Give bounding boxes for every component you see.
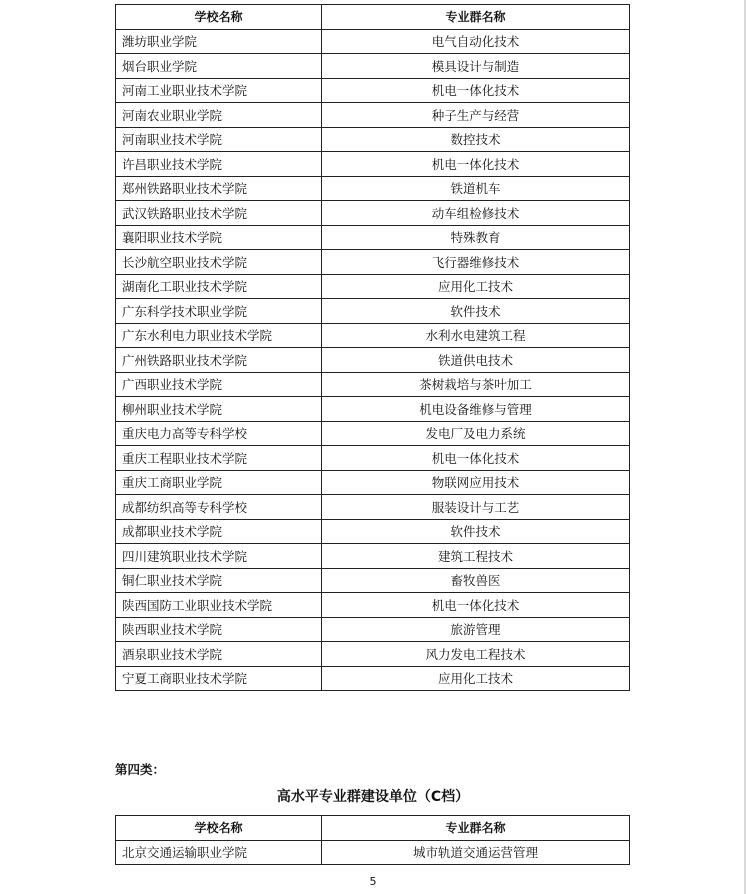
major-group-cell: 数控技术 xyxy=(322,127,630,152)
table-row xyxy=(116,840,630,865)
major-group-cell: 特殊教育 xyxy=(322,225,630,250)
major-group-cell: 建筑工程技术 xyxy=(322,544,630,569)
major-group-cell: 物联网应用技术 xyxy=(322,470,630,495)
major-group-cell: 机电一体化技术 xyxy=(322,78,630,103)
table-row xyxy=(116,274,630,299)
school-name-cell: 许昌职业技术学院 xyxy=(116,152,322,177)
header-major-group: 专业群名称 xyxy=(322,816,630,841)
table-row xyxy=(116,78,630,103)
table-row xyxy=(116,544,630,569)
table-row xyxy=(116,299,630,324)
table-row xyxy=(116,397,630,422)
school-name-cell: 柳州职业技术学院 xyxy=(116,397,322,422)
school-name-cell: 宁夏工商职业技术学院 xyxy=(116,666,322,691)
header-school-name: 学校名称 xyxy=(116,816,322,841)
school-name-cell: 重庆工商职业学院 xyxy=(116,470,322,495)
major-group-cell: 电气自动化技术 xyxy=(322,29,630,54)
school-name-cell: 重庆工程职业技术学院 xyxy=(116,446,322,471)
school-table-b xyxy=(115,4,630,691)
major-group-cell: 城市轨道交通运营管理 xyxy=(322,840,630,865)
table-row xyxy=(116,176,630,201)
major-group-cell: 服装设计与工艺 xyxy=(322,495,630,520)
school-name-cell: 湖南化工职业技术学院 xyxy=(116,274,322,299)
school-name-cell: 河南工业职业技术学院 xyxy=(116,78,322,103)
table-row xyxy=(116,201,630,226)
school-name-cell: 长沙航空职业技术学院 xyxy=(116,250,322,275)
major-group-cell: 机电一体化技术 xyxy=(322,446,630,471)
school-name-cell: 武汉铁路职业技术学院 xyxy=(116,201,322,226)
major-group-cell: 铁道供电技术 xyxy=(322,348,630,373)
school-name-cell: 北京交通运输职业学院 xyxy=(116,840,322,865)
major-group-cell: 飞行器维修技术 xyxy=(322,250,630,275)
school-name-cell: 广东水利电力职业技术学院 xyxy=(116,323,322,348)
page-number: 5 xyxy=(369,875,377,888)
table-row xyxy=(116,470,630,495)
table-row xyxy=(116,103,630,128)
table-row xyxy=(116,250,630,275)
table-row xyxy=(116,372,630,397)
major-group-cell: 畜牧兽医 xyxy=(322,568,630,593)
table-row xyxy=(116,519,630,544)
section-title: 高水平专业群建设单位（C档） xyxy=(276,789,470,805)
school-name-cell: 郑州铁路职业技术学院 xyxy=(116,176,322,201)
major-group-cell: 风力发电工程技术 xyxy=(322,642,630,667)
table-row xyxy=(116,666,630,691)
major-group-cell: 机电一体化技术 xyxy=(322,152,630,177)
header-school-name: 学校名称 xyxy=(116,5,322,30)
major-group-cell: 发电厂及电力系统 xyxy=(322,421,630,446)
table-row xyxy=(116,54,630,79)
school-name-cell: 烟台职业学院 xyxy=(116,54,322,79)
school-name-cell: 四川建筑职业技术学院 xyxy=(116,544,322,569)
table-header-row xyxy=(116,5,630,30)
table-row xyxy=(116,225,630,250)
major-group-cell: 软件技术 xyxy=(322,519,630,544)
school-table-c xyxy=(115,815,630,865)
table-row xyxy=(116,29,630,54)
table-row xyxy=(116,421,630,446)
major-group-cell: 软件技术 xyxy=(322,299,630,324)
table-row xyxy=(116,568,630,593)
school-name-cell: 铜仁职业技术学院 xyxy=(116,568,322,593)
major-group-cell: 铁道机车 xyxy=(322,176,630,201)
major-group-cell: 机电一体化技术 xyxy=(322,593,630,618)
school-name-cell: 潍坊职业学院 xyxy=(116,29,322,54)
table-row xyxy=(116,642,630,667)
school-name-cell: 酒泉职业技术学院 xyxy=(116,642,322,667)
table-row xyxy=(116,593,630,618)
school-name-cell: 广西职业技术学院 xyxy=(116,372,322,397)
major-group-cell: 水利水电建筑工程 xyxy=(322,323,630,348)
major-group-cell: 旅游管理 xyxy=(322,617,630,642)
category-label: 第四类： xyxy=(115,762,166,777)
school-name-cell: 襄阳职业技术学院 xyxy=(116,225,322,250)
major-group-cell: 机电设备维修与管理 xyxy=(322,397,630,422)
major-group-cell: 模具设计与制造 xyxy=(322,54,630,79)
school-name-cell: 重庆电力高等专科学校 xyxy=(116,421,322,446)
school-name-cell: 广东科学技术职业学院 xyxy=(116,299,322,324)
major-group-cell: 茶树栽培与茶叶加工 xyxy=(322,372,630,397)
major-group-cell: 种子生产与经营 xyxy=(322,103,630,128)
school-name-cell: 陕西职业技术学院 xyxy=(116,617,322,642)
school-name-cell: 河南职业技术学院 xyxy=(116,127,322,152)
school-name-cell: 陕西国防工业职业技术学院 xyxy=(116,593,322,618)
table-row xyxy=(116,323,630,348)
table-row xyxy=(116,348,630,373)
table-row xyxy=(116,617,630,642)
school-name-cell: 成都纺织高等专科学校 xyxy=(116,495,322,520)
table-row xyxy=(116,127,630,152)
table-header-row xyxy=(116,816,630,841)
school-name-cell: 广州铁路职业技术学院 xyxy=(116,348,322,373)
major-group-cell: 应用化工技术 xyxy=(322,666,630,691)
header-major-group: 专业群名称 xyxy=(322,5,630,30)
major-group-cell: 动车组检修技术 xyxy=(322,201,630,226)
school-name-cell: 河南农业职业学院 xyxy=(116,103,322,128)
school-name-cell: 成都职业技术学院 xyxy=(116,519,322,544)
major-group-cell: 应用化工技术 xyxy=(322,274,630,299)
table-row xyxy=(116,446,630,471)
table-row xyxy=(116,152,630,177)
table-row xyxy=(116,495,630,520)
